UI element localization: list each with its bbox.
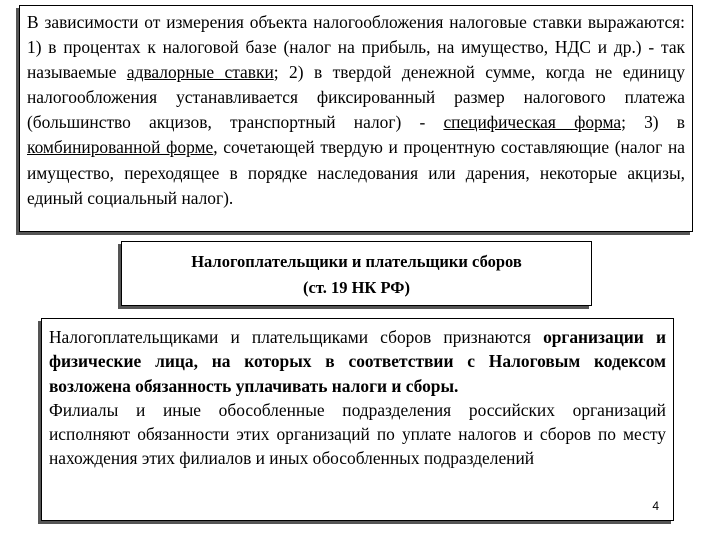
rates-text-part-4: , сочетающей твердую и процентную составляющие (налог на имущество, переходящее в порядке наследования или дарения, некоторые акцизы, единый социальный налог). <box>27 137 685 208</box>
ad-valorem-rates-term: адвалорные ставки <box>126 62 274 83</box>
rates-text-part-2: ; 2) в твердой денежной сумме, когда не единицу налогообложения устанавливается фиксированный размер налогового платежа (большинство акцизов, транспортный налог) - <box>27 62 685 133</box>
definition-bold-text: организации и физические лица, на которых в соответствии с Налоговым кодексом возложена обязанность уплачивать налоги и сборы. <box>49 327 666 396</box>
slide-number: 4 <box>652 499 659 513</box>
rates-text-part-1: В зависимости от измерения объекта налогообложения налоговые ставки выражаются: 1) в процентах к налоговой базе (налог на прибыль, на имущество, НДС и др.) - так называемые <box>27 12 685 83</box>
specific-form-term: специфическая форма <box>443 112 622 133</box>
taxpayers-heading-article: (ст. 19 НК РФ) <box>303 278 410 297</box>
taxpayers-heading-box <box>121 241 592 306</box>
taxpayers-heading-title: Налогоплательщики и плательщики сборов <box>191 252 522 271</box>
tax-rates-paragraph <box>27 10 685 211</box>
taxpayers-definition-box <box>41 318 674 521</box>
definition-intro: Налогоплательщиками и плательщиками сборов признаются <box>49 327 544 347</box>
branches-paragraph: Филиалы и иные обособленные подразделения российских организаций исполняют обязанности этих организаций по уплате налогов и сборов по месту нахождения этих филиалов и иных обособленных подразделений <box>49 399 666 469</box>
taxpayers-definition-paragraph <box>49 325 666 398</box>
combined-form-term: комбинированной форме <box>27 137 214 158</box>
rates-text-part-3: ; 3) в <box>621 112 685 133</box>
tax-rates-text-box <box>19 5 693 232</box>
